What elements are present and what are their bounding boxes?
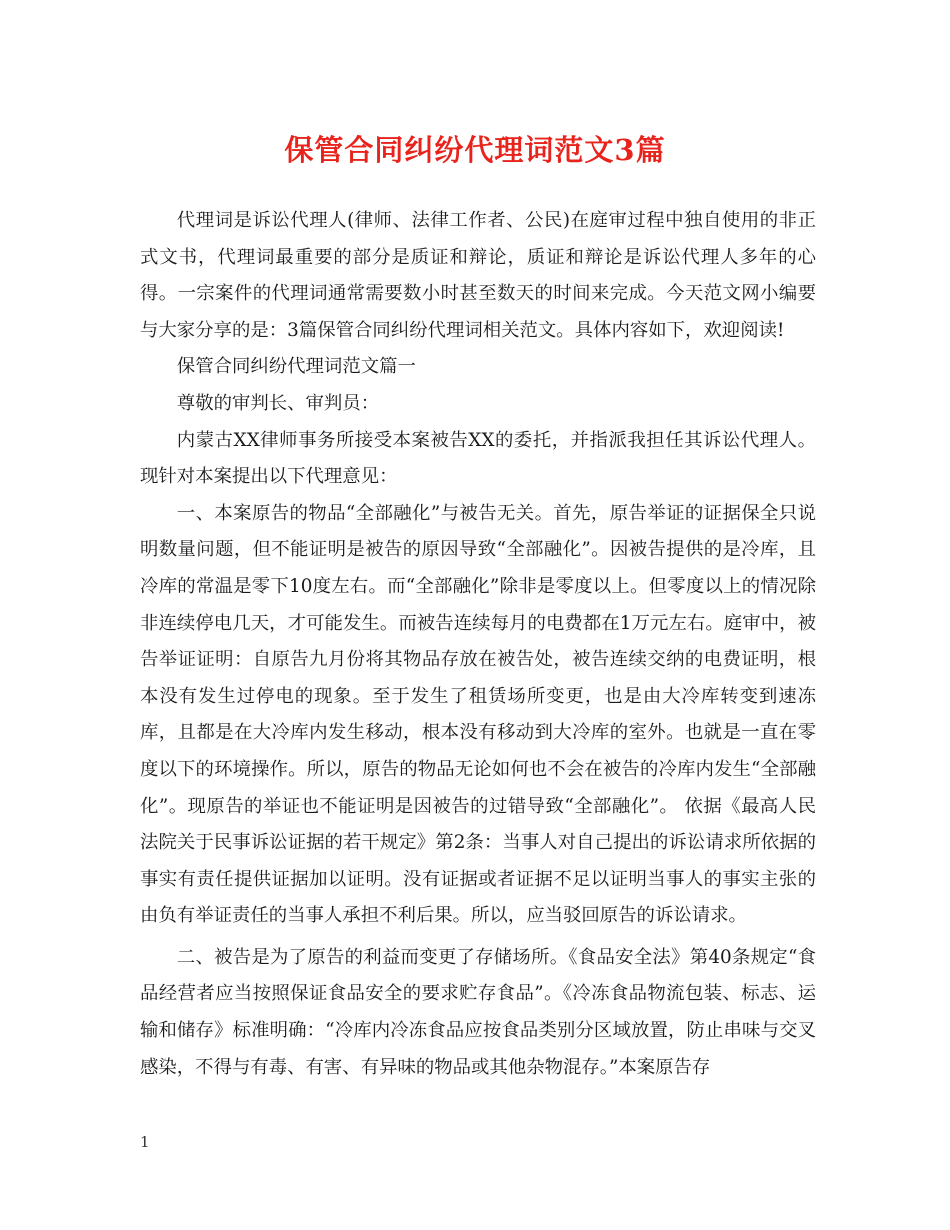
- paragraph-intro: 代理词是诉讼代理人(律师、法律工作者、公民)在庭审过程中独自使用的非正式文书，代理词最重要的部分是质证和辩论，质证和辩论是诉讼代理人多年的心得。一宗案件的代理词通常需要数小时甚至数天的时间来完成。今天范文网小编要与大家分享的是：3篇保管合同纠纷代理词相关范文。具体内容如下，欢迎阅读!: [140, 210, 816, 341]
- paragraph-opening: 内蒙古XX律师事务所接受本案被告XX的委托，并指派我担任其诉讼代理人。现针对本案提出以下代理意见：: [140, 429, 816, 488]
- document-body: [140, 203, 816, 1086]
- document-title: 保管合同纠纷代理词范文3篇: [284, 133, 666, 167]
- page-number: 1: [140, 1133, 150, 1151]
- paragraph-point-one: 一、本案原告的物品“全部融化”与被告无关。首先，原告举证的证据保全只说明数量问题，但不能证明是被告的原因导致“全部融化”。因被告提供的是冷库，且冷库的常温是零下10度左右。而“全部融化”除非是零度以上。但零度以上的情况除非连续停电几天，才可能发生。而被告连续每月的电费都在1万元左右。庭审中，被告举证证明：自原告九月份将其物品存放在被告处，被告连续交纳的电费证明，根本没有发生过停电的现象。至于发生了租赁场所变更，也是由大冷库转变到速冻库，且都是在大冷库内发生移动，根本没有移动到大冷库的室外。也就是一直在零度以下的环境操作。所以，原告的物品无论如何也不会在被告的冷库内发生“全部融化”。现原告的举证也不能证明是因被告的过错导致“全部融化”。 依据《最高人民法院关于民事诉讼证据的若干规定》第2条：当事人对自己提出的诉讼请求所依据的事实有责任提供证据加以证明。没有证据或者证据不足以证明当事人的事实主张的由负有举证责任的当事人承担不利后果。所以，应当驳回原告的诉讼请求。: [140, 502, 816, 927]
- paragraph-point-two: 二、被告是为了原告的利益而变更了存储场所。《食品安全法》第40条规定“食品经营者应当按照保证食品安全的要求贮存食品”。《冷冻食品物流包装、标志、运输和储存》标准明确：“冷库内冷冻食品应按食品类别分区域放置，防止串味与交叉感染，不得与有毒、有害、有异味的物品或其他杂物混存。”本案原告存: [140, 946, 816, 1078]
- paragraph-salutation: 尊敬的审判长、审判员：: [176, 392, 380, 414]
- paragraph-section-heading: 保管合同纠纷代理词范文篇一: [176, 356, 416, 378]
